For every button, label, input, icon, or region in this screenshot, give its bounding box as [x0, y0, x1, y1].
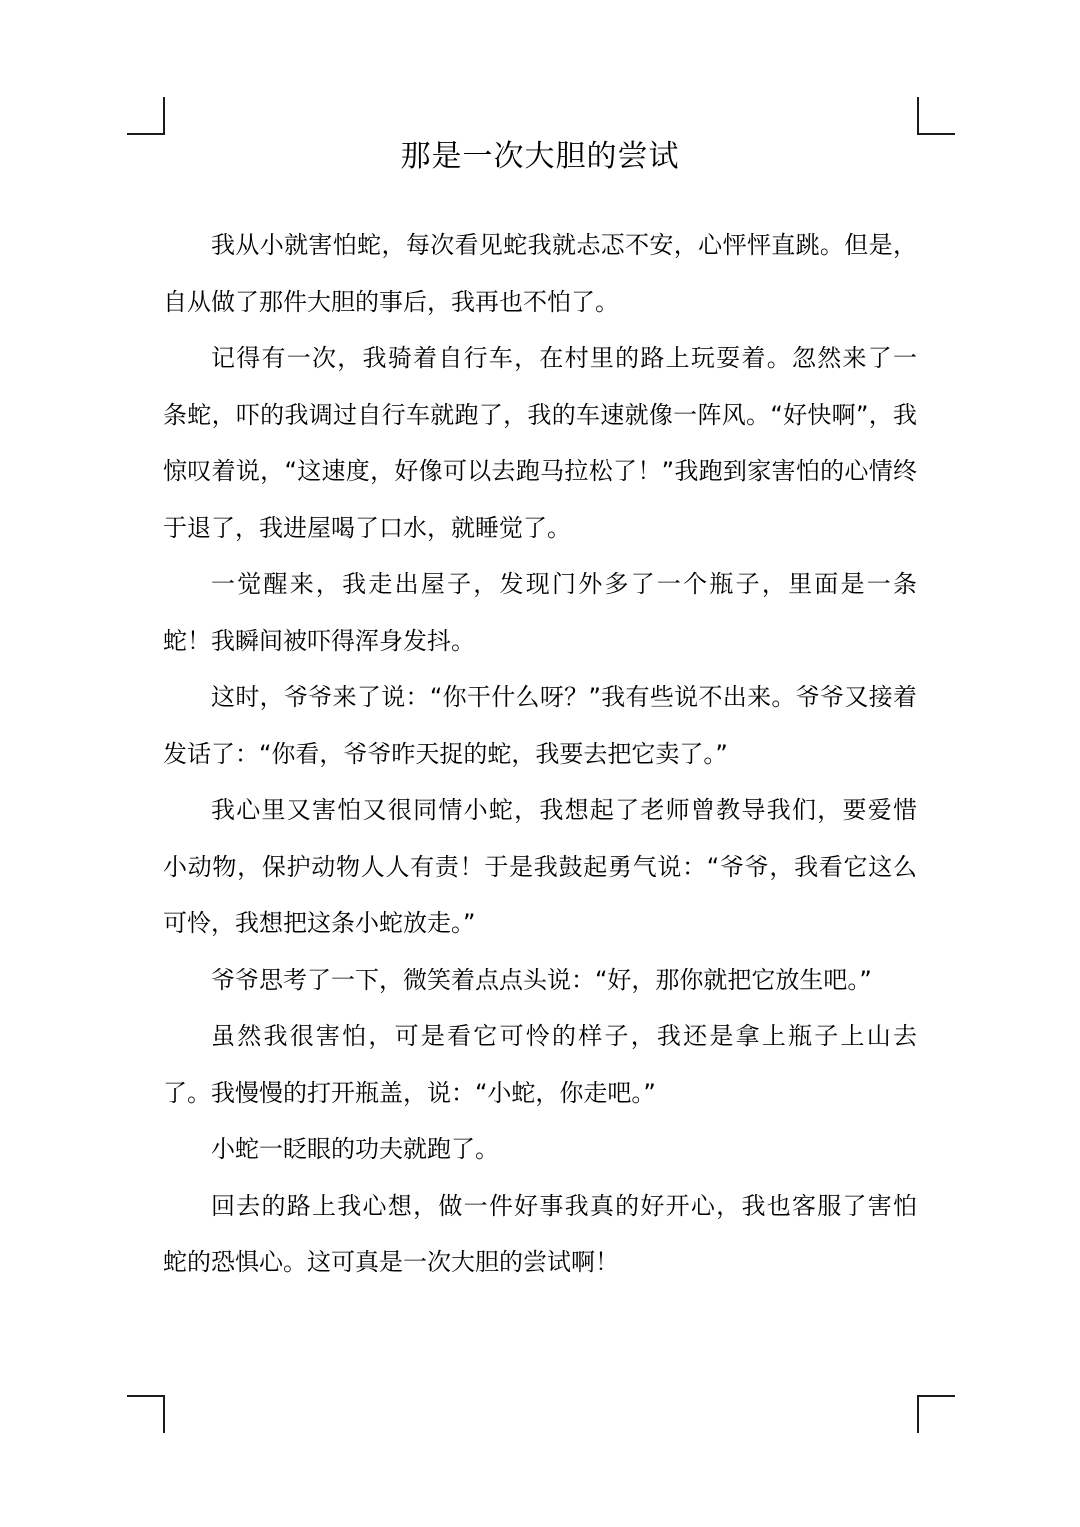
paragraph — [163, 669, 917, 782]
paragraph — [163, 1008, 917, 1121]
crop-mark-top-left — [127, 97, 165, 135]
document-body — [163, 217, 917, 1291]
crop-mark-top-right — [917, 97, 955, 135]
text-line: 可怜，我想把这条小蛇放走。” — [163, 909, 476, 937]
paragraph — [163, 1121, 917, 1178]
text-line: 小蛇一眨眼的功夫就跑了。 — [211, 1135, 499, 1163]
crop-mark-bottom-right — [917, 1395, 955, 1433]
text-line: 蛇！我瞬间被吓得浑身发抖。 — [163, 626, 475, 655]
text-line: 惊叹着说，“这速度，好像可以去跑马拉松了！”我跑到家害怕的心情终 — [163, 457, 917, 485]
text-line: 小动物，保护动物人人有责！于是我鼓起勇气说：“爷爷，我看它这么 — [163, 852, 917, 881]
text-line: 于退了，我进屋喝了口水，就睡觉了。 — [163, 513, 571, 542]
text-line: 虽然我很害怕，可是看它可怜的样子，我还是拿上瓶子上山去 — [211, 1022, 917, 1050]
text-line: 一觉醒来，我走出屋子，发现门外多了一个瓶子，里面是一条 — [211, 570, 917, 598]
paragraph — [163, 952, 917, 1009]
text-line: 了。我慢慢的打开瓶盖，说：“小蛇，你走吧。” — [163, 1078, 656, 1107]
text-line: 我心里又害怕又很同情小蛇，我想起了老师曾教导我们，要爱惜 — [211, 796, 917, 824]
text-line: 我从小就害怕蛇，每次看见蛇我就忐忑不安，心怦怦直跳。但是， — [211, 231, 917, 259]
text-line: 回去的路上我心想，做一件好事我真的好开心，我也客服了害怕 — [211, 1191, 917, 1220]
text-line: 这时，爷爷来了说：“你干什么呀？”我有些说不出来。爷爷又接着 — [211, 683, 917, 711]
text-line: 爷爷思考了一下，微笑着点点头说：“好，那你就把它放生吧。” — [211, 965, 872, 994]
text-line: 发话了：“你看，爷爷昨天捉的蛇，我要去把它卖了。” — [163, 739, 728, 768]
text-line: 条蛇，吓的我调过自行车就跑了，我的车速就像一阵风。“好快啊”，我 — [163, 400, 917, 429]
paragraph — [163, 1178, 917, 1291]
page-title: 那是一次大胆的尝试 — [400, 139, 680, 174]
crop-mark-bottom-left — [127, 1395, 165, 1433]
text-line: 记得有一次，我骑着自行车，在村里的路上玩耍着。忽然来了一 — [211, 344, 917, 372]
paragraph — [163, 782, 917, 952]
paragraph — [163, 330, 917, 556]
text-line: 自从做了那件大胆的事后，我再也不怕了。 — [163, 287, 619, 316]
paragraph — [163, 556, 917, 669]
paragraph — [163, 217, 917, 330]
text-line: 蛇的恐惧心。这可真是一次大胆的尝试啊！ — [163, 1248, 619, 1276]
